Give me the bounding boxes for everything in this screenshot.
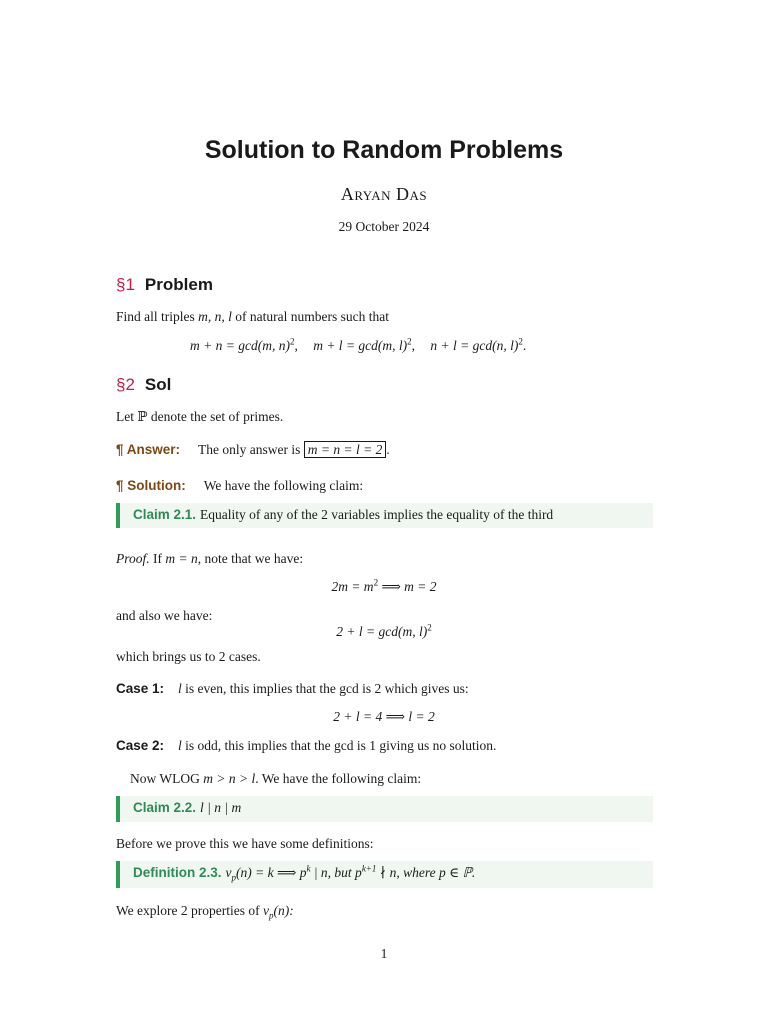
- section-number: §2: [116, 375, 135, 394]
- text-span: (n):: [273, 903, 294, 918]
- case-label: Case 1:: [116, 681, 165, 696]
- equation: n + l = gcd(n, l): [430, 338, 519, 353]
- equation-lhs: 2m = m: [331, 579, 374, 594]
- exponent: k: [306, 863, 311, 874]
- case-text: is even, this implies that the gcd is 2 which gives us:: [181, 681, 469, 696]
- subscript: p: [231, 872, 237, 883]
- def-part: ∤ n, where p ∈ ℙ.: [376, 865, 476, 880]
- equation-lhs: 2 + l = gcd(m, l): [336, 624, 428, 639]
- brings-text: which brings us to 2 cases.: [116, 649, 261, 664]
- section-number: §1: [116, 275, 135, 294]
- math-vars: m, n, l: [198, 309, 232, 324]
- text-span: of natural numbers such that: [231, 309, 389, 324]
- equation-3: 2 + l = 4 ⟹ l = 2: [333, 709, 435, 724]
- solution-line: [116, 478, 363, 494]
- text-span: Find all triples: [116, 309, 199, 324]
- equation-rhs: ⟹ m = 2: [378, 579, 437, 594]
- wlog-line: [130, 771, 421, 787]
- case-2: [116, 738, 496, 754]
- exponent: k+1: [361, 863, 377, 874]
- definition-box: [116, 861, 653, 888]
- section-title: Problem: [144, 275, 213, 294]
- claim-box-2: [116, 796, 653, 822]
- comma: ,: [411, 338, 416, 353]
- explore-line: [116, 903, 294, 919]
- exponent: 2: [427, 622, 432, 633]
- period: .: [386, 442, 390, 457]
- also-text: and also we have:: [116, 608, 213, 623]
- math-var: l: [178, 738, 182, 753]
- exponent: 2: [518, 336, 523, 347]
- subscript: p: [268, 910, 274, 921]
- answer-line: [116, 442, 390, 458]
- solution-label: ¶ Solution:: [116, 478, 186, 493]
- text-span: We explore 2 properties of: [116, 903, 263, 918]
- proof-line: [116, 551, 303, 567]
- section-heading-sol: [116, 375, 171, 395]
- before-text: Before we prove this we have some definitions:: [116, 836, 374, 851]
- equation-1: [0, 579, 768, 595]
- author: Aryan Das: [340, 184, 428, 204]
- text-span: If: [149, 551, 166, 566]
- math-var: l: [178, 681, 182, 696]
- math-relation: m > n > l: [203, 771, 256, 786]
- text-span: , note that we have:: [197, 551, 304, 566]
- equation-2: [0, 624, 768, 640]
- problem-equations: [190, 338, 526, 354]
- paper-title: Solution to Random Problems: [204, 136, 564, 164]
- proof-label: Proof.: [116, 551, 150, 566]
- equation: m + l = gcd(m, l): [313, 338, 408, 353]
- claim-text: Equality of any of the 2 variables implies the equality of the third: [200, 507, 554, 522]
- math-nu: ν: [225, 865, 232, 880]
- exponent: 2: [373, 577, 379, 588]
- exponent: 2: [407, 336, 412, 347]
- primes-definition: Let ℙ denote the set of primes.: [116, 409, 284, 424]
- claim-label: Claim 2.1.: [133, 507, 197, 522]
- answer-label: ¶ Answer:: [116, 442, 181, 457]
- period: .: [522, 338, 527, 353]
- solution-text: We have the following claim:: [203, 478, 364, 493]
- section-heading-problem: [116, 275, 213, 295]
- math-nu: ν: [262, 903, 269, 918]
- date: 29 October 2024: [338, 219, 430, 234]
- case-label: Case 2:: [116, 738, 165, 753]
- equation: m + n = gcd(m, n): [190, 338, 290, 353]
- case-text: is odd, this implies that the gcd is 1 giving us no solution.: [181, 738, 497, 753]
- comma: ,: [294, 338, 298, 353]
- text-span: . We have the following claim:: [255, 771, 422, 786]
- case-1: [116, 681, 469, 697]
- page-number: 1: [380, 946, 388, 961]
- math-cond: m = n: [165, 551, 198, 566]
- def-part: | n, but p: [310, 865, 362, 880]
- answer-text: The only answer is: [198, 442, 301, 457]
- claim-label: Claim 2.2.: [133, 800, 197, 815]
- exponent: 2: [289, 336, 295, 347]
- def-part: (n) = k ⟹ p: [236, 865, 307, 880]
- text-span: Now WLOG: [130, 771, 204, 786]
- claim-box-1: [116, 503, 653, 528]
- boxed-answer: m = n = l = 2: [304, 441, 387, 458]
- problem-statement: [116, 309, 389, 325]
- section-title: Sol: [144, 375, 172, 394]
- definition-label: Definition 2.3.: [133, 865, 222, 880]
- claim-text: l | n | m: [200, 800, 242, 815]
